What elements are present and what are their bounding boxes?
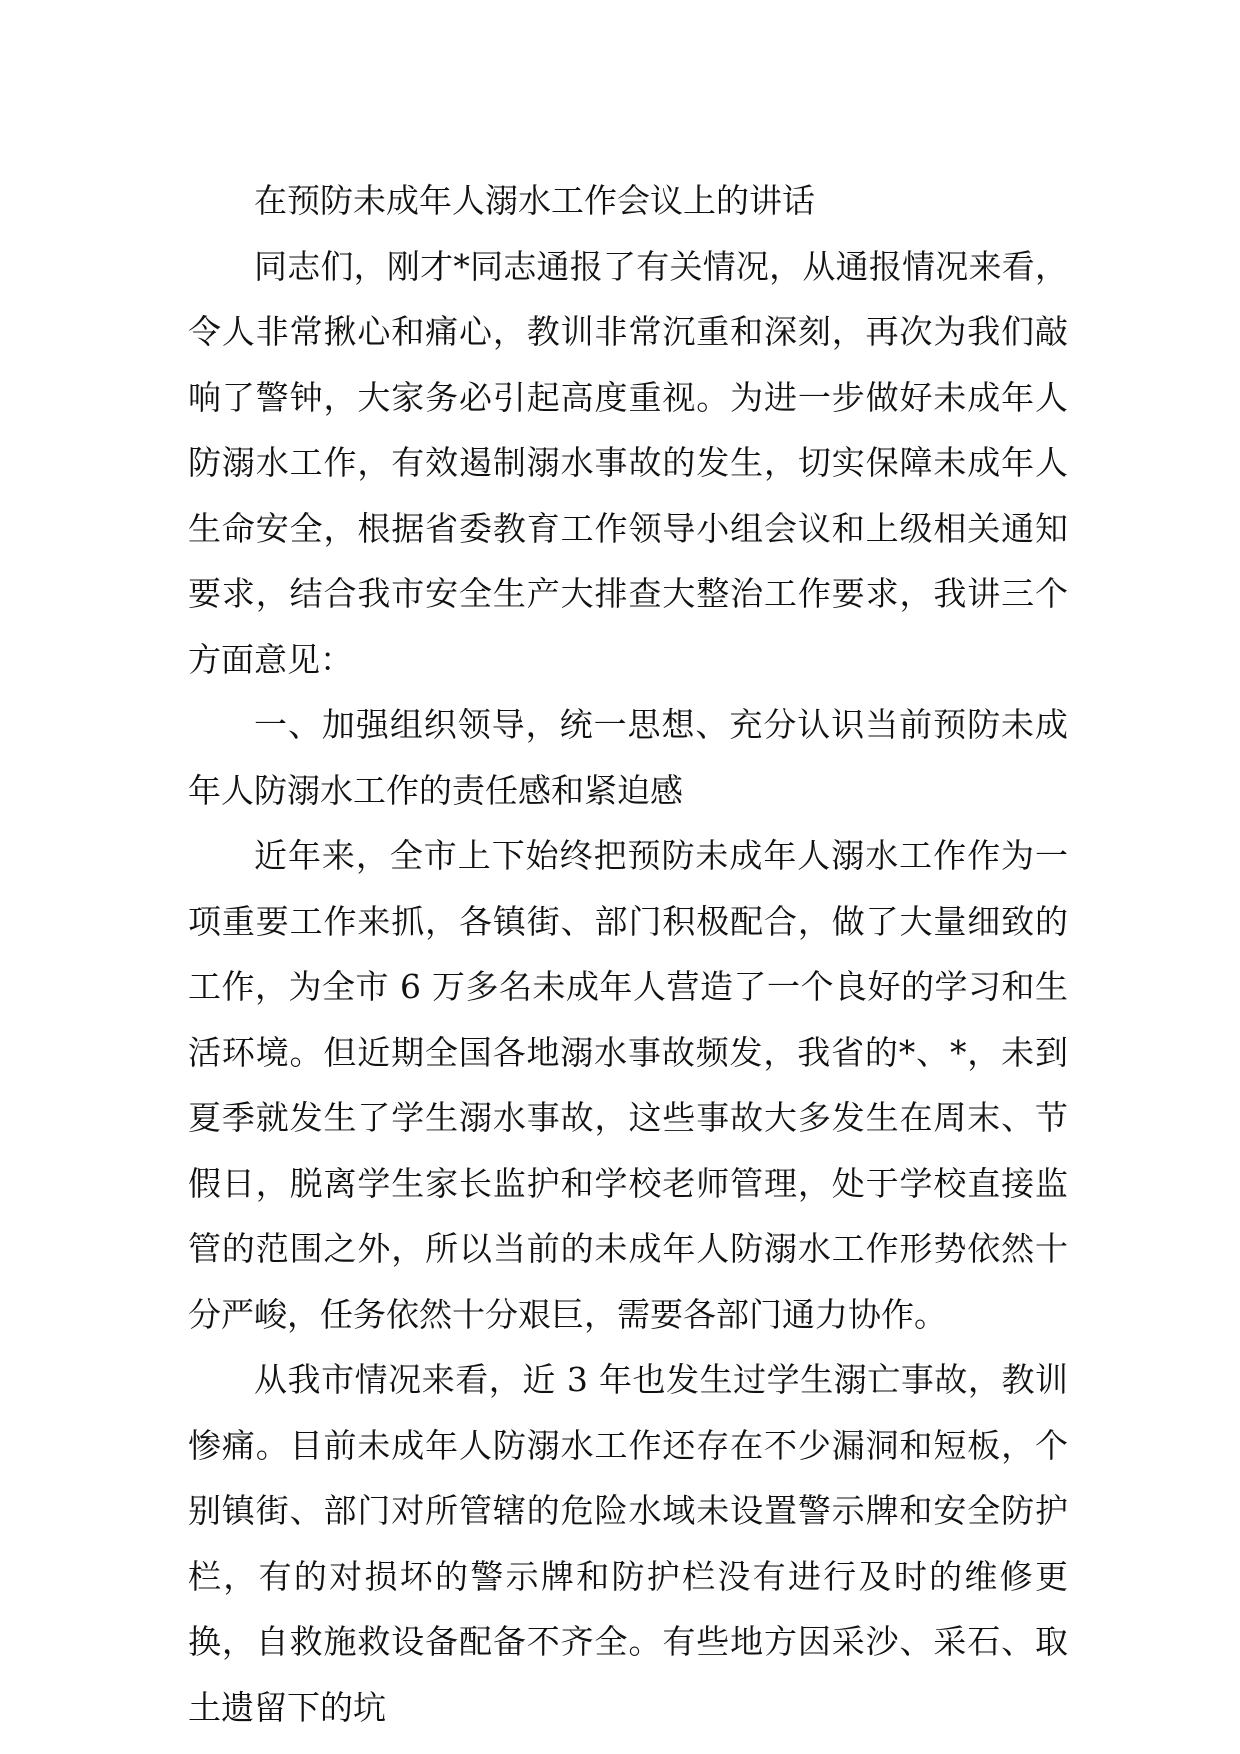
document-body [188,168,1068,1740]
paragraph-recent-years: 近年来，全市上下始终把预防未成年人溺水工作作为一项重要工作来抓，各镇街、部门积极配合，做了大量细致的工作，为全市 6 万多名未成年人营造了一个良好的学习和生活环境。但近期全国各地溺水事故频发，我省的*、*，未到夏季就发生了学生溺水事故，这些事故大多发生在周末、节假日，脱离学生家长监护和学校老师管理，处于学校直接监管的范围之外，所以当前的未成年人防溺水工作形势依然十分严峻，任务依然十分艰巨，需要各部门通力协作。 [188,836,1068,1334]
paragraph-city-situation: 从我市情况来看，近 3 年也发生过学生溺亡事故，教训惨痛。目前未成年人防溺水工作还存在不少漏洞和短板，个别镇街、部门对所管辖的危险水域未设置警示牌和安全防护栏，有的对损坏的警示牌和防护栏没有进行及时的维修更换，自救施救设备配备不齐全。有些地方因采沙、采石、取土遗留下的坑 [188,1360,1068,1727]
paragraph-opening: 同志们，刚才*同志通报了有关情况，从通报情况来看，令人非常揪心和痛心，教训非常沉重和深刻，再次为我们敲响了警钟，大家务必引起高度重视。为进一步做好未成年人防溺水工作，有效遏制溺水事故的发生，切实保障未成年人生命安全，根据省委教育工作领导小组会议和上级相关通知要求，结合我市安全生产大排查大整治工作要求，我讲三个方面意见： [188,246,1068,679]
document-title: 在预防未成年人溺水工作会议上的讲话 [254,181,815,220]
section-heading-one: 一、加强组织领导，统一思想、充分认识当前预防未成年人防溺水工作的责任感和紧迫感 [188,705,1068,810]
